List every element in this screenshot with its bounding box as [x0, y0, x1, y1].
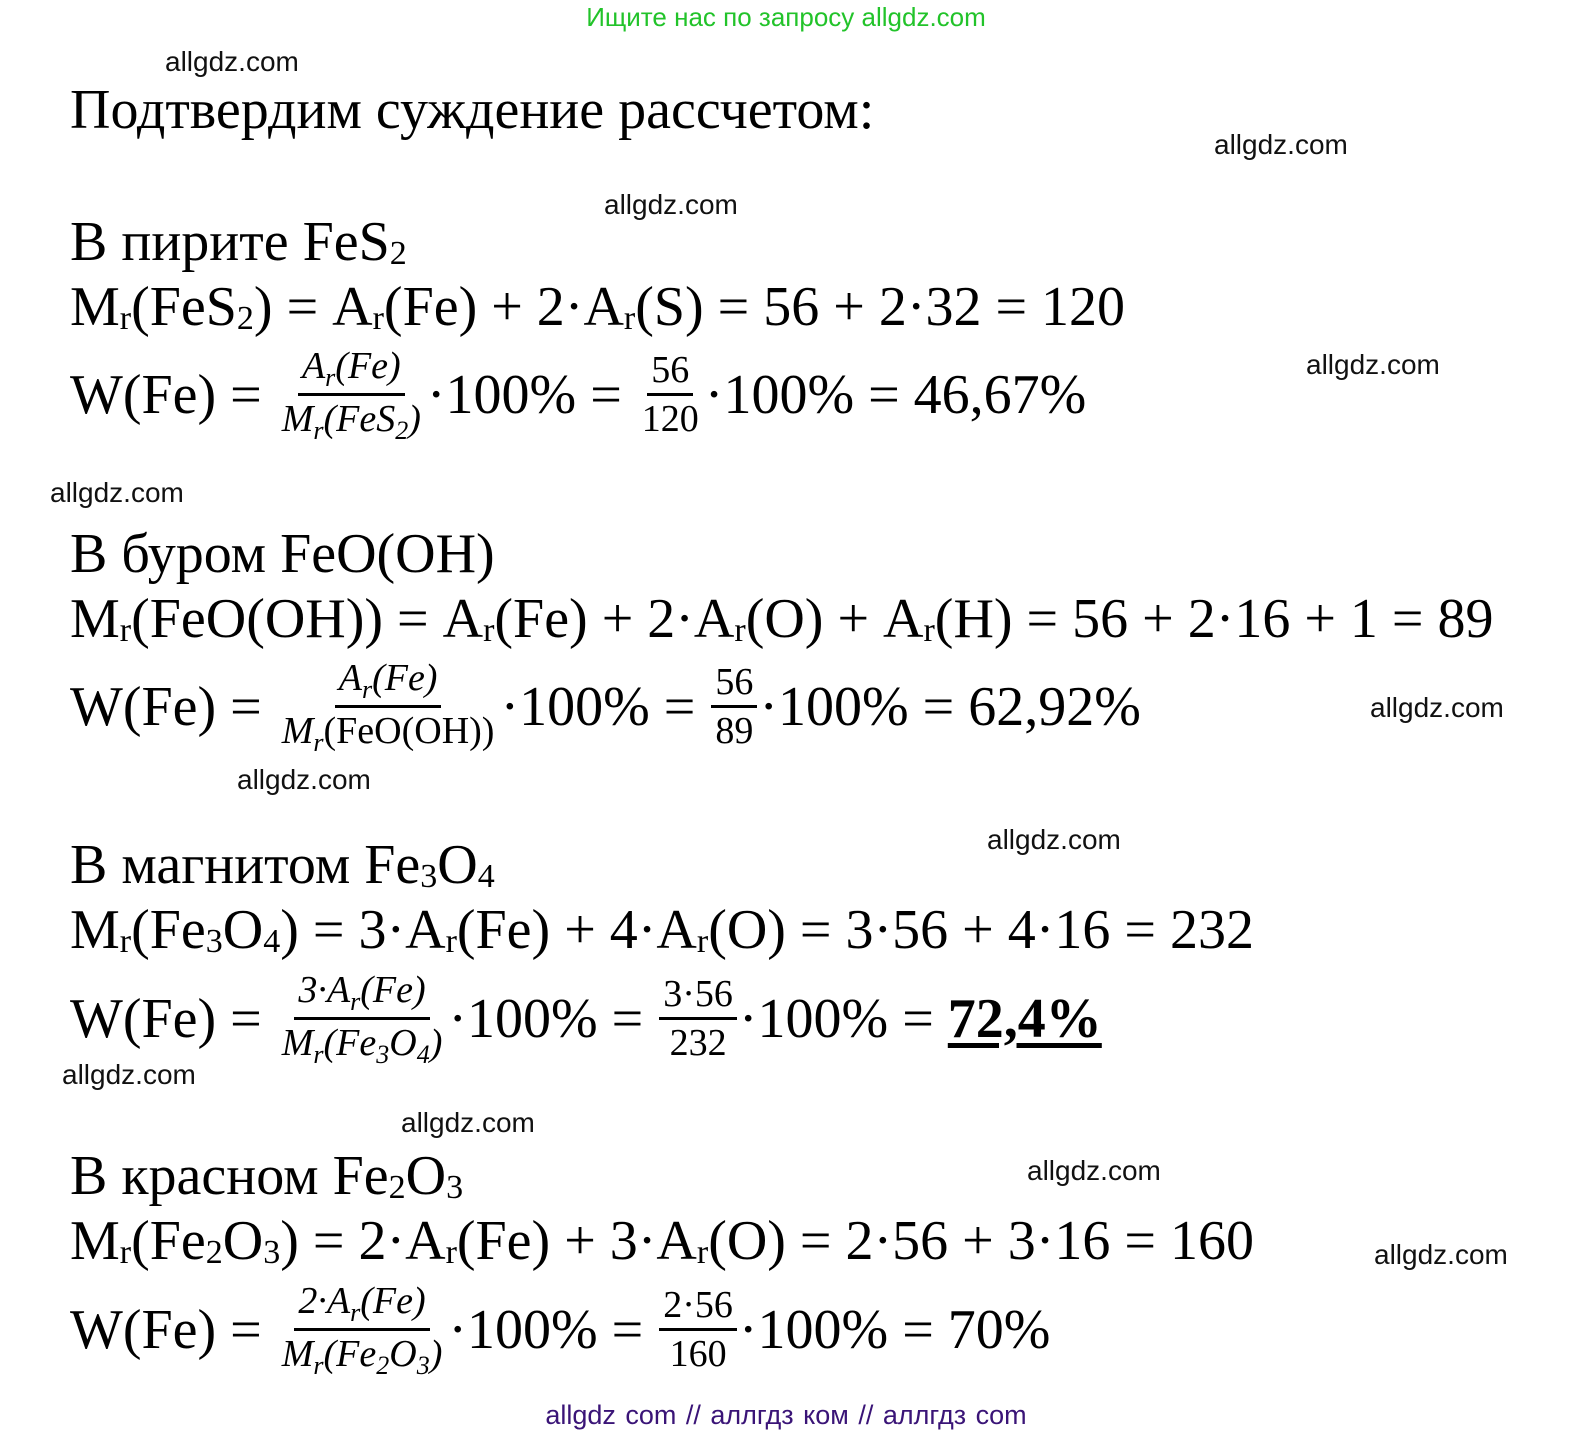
- formula-text: (Fe: [323, 1022, 377, 1064]
- formula-text: O: [389, 1333, 417, 1375]
- fraction-denominator: [278, 708, 499, 758]
- formula-text: O: [437, 834, 478, 896]
- fraction: [278, 1278, 447, 1381]
- fraction-numerator: [294, 1278, 429, 1331]
- formula-text: M: [70, 588, 120, 650]
- formula-text: W(Fe) =: [70, 1298, 276, 1361]
- watermark: allgdz.com: [50, 477, 184, 508]
- fraction-numerator: [335, 655, 442, 708]
- subscript: r: [313, 1351, 324, 1380]
- watermark: allgdz.com: [401, 1107, 535, 1138]
- footer-links: allgdz com // аллгдз ком // аллгдз com: [545, 1400, 1027, 1430]
- section-heading: [70, 522, 495, 586]
- subscript: 3: [263, 1234, 281, 1271]
- fraction-denominator: [666, 1331, 731, 1377]
- fraction-numerator: [711, 659, 757, 708]
- section-heading: [70, 1144, 463, 1208]
- subscript: r: [119, 612, 132, 649]
- fraction-denominator: [278, 1020, 447, 1070]
- section-heading: [70, 833, 495, 897]
- formula-text: 120: [641, 398, 699, 440]
- subscript: 3: [376, 1040, 390, 1069]
- watermark: allgdz.com: [165, 46, 299, 77]
- formula-text: (S) = 56 + 2·32 = 120: [635, 276, 1126, 338]
- formula-text: ·100% =: [500, 675, 710, 738]
- watermark: allgdz.com: [237, 764, 371, 795]
- formula-text: ·100% =: [738, 987, 948, 1050]
- mass-fraction-line: [70, 343, 1086, 446]
- molar-mass-line: [70, 587, 1494, 651]
- formula-text: ·100% =: [448, 1298, 658, 1361]
- formula-text: ) = 2·A: [280, 1210, 446, 1272]
- watermark: allgdz.com: [1214, 129, 1348, 160]
- search-hint-banner: Ищите нас по запросу allgdz.com: [586, 2, 986, 32]
- formula-text: ): [408, 398, 421, 440]
- fraction: [638, 347, 703, 442]
- formula-text: O: [222, 899, 264, 961]
- subscript: 2: [389, 235, 407, 272]
- mass-fraction-line: [70, 655, 1141, 758]
- formula-text: W(Fe) =: [70, 987, 276, 1050]
- subscript: r: [483, 612, 495, 649]
- subscript: r: [313, 416, 324, 445]
- fraction: [711, 659, 757, 754]
- fraction-numerator: [659, 1282, 737, 1331]
- fraction: [659, 971, 737, 1066]
- watermark: allgdz.com: [1374, 1239, 1508, 1270]
- formula-text: 3·56: [663, 973, 733, 1015]
- subscript: r: [119, 300, 132, 337]
- subscript: r: [734, 612, 746, 649]
- watermark: allgdz.com: [987, 824, 1121, 855]
- page-title: Подтвердим суждение рассчетом:: [70, 79, 875, 141]
- formula-text: 160: [669, 1333, 727, 1375]
- formula-text: (O) + A: [745, 588, 924, 650]
- subscript: r: [350, 1298, 361, 1327]
- formula-text: A: [338, 657, 362, 699]
- formula-text: W(Fe) =: [70, 675, 276, 738]
- watermark: allgdz.com: [1027, 1155, 1161, 1186]
- formula-text: M: [70, 276, 120, 338]
- fraction-numerator: [294, 967, 429, 1020]
- watermark: allgdz.com: [604, 189, 738, 220]
- subscript: r: [313, 728, 324, 757]
- subscript: r: [325, 363, 336, 392]
- formula-text: (FeO(OH)): [323, 710, 495, 752]
- formula-text: (Fe): [335, 345, 401, 387]
- subscript: 2: [388, 1169, 406, 1206]
- fraction-denominator: [666, 1020, 731, 1066]
- subscript: 3: [446, 1169, 464, 1206]
- formula-text: M: [70, 899, 120, 961]
- section-heading: [70, 210, 407, 274]
- subscript: r: [623, 300, 636, 337]
- subscript: 4: [416, 1040, 430, 1069]
- subscript: r: [119, 923, 132, 960]
- fraction-denominator: [638, 396, 703, 442]
- formula-text: M: [281, 398, 314, 440]
- formula-text: 2·56: [663, 1284, 733, 1326]
- formula-text: ·100% = 70%: [738, 1298, 1051, 1361]
- formula-text: ) = A: [253, 276, 373, 338]
- formula-text: 3·A: [298, 969, 351, 1011]
- fraction: [659, 1282, 737, 1377]
- formula-text: O: [389, 1022, 417, 1064]
- fraction-denominator: [711, 708, 757, 754]
- subscript: 3: [205, 923, 223, 960]
- subscript: 2: [395, 416, 409, 445]
- subscript: r: [372, 300, 384, 337]
- fraction: [278, 343, 425, 446]
- formula-text: 89: [715, 710, 754, 752]
- formula-text: (Fe) + 4·A: [456, 899, 697, 961]
- formula-text: ): [429, 1333, 443, 1375]
- subscript: r: [119, 1234, 132, 1271]
- formula-text: ·100% =: [426, 363, 636, 426]
- subscript: 2: [236, 300, 254, 337]
- formula-text: ·100% =: [448, 987, 658, 1050]
- formula-text: (FeS: [323, 398, 396, 440]
- formula-text: O: [222, 1210, 264, 1272]
- formula-text: 232: [669, 1022, 727, 1064]
- formula-text: W(Fe) =: [70, 363, 276, 426]
- formula-text: В магнитом Fe: [70, 834, 421, 896]
- subscript: r: [361, 675, 373, 704]
- formula-text: ·100% = 62,92%: [759, 675, 1141, 738]
- formula-text: (Fe) + 2·A: [494, 588, 735, 650]
- formula-text: 2·A: [298, 1280, 351, 1322]
- formula-text: M: [281, 710, 314, 752]
- subscript: 4: [263, 923, 281, 960]
- formula-text: В красном Fe: [70, 1145, 389, 1207]
- formula-text: В пирите FeS: [70, 211, 390, 273]
- formula-text: (FeS: [131, 276, 237, 338]
- fraction-numerator: [298, 343, 405, 396]
- fraction-numerator: [647, 347, 693, 396]
- subscript: 3: [420, 858, 438, 895]
- subscript: r: [445, 1234, 457, 1271]
- formula-text: (Fe) + 3·A: [456, 1210, 697, 1272]
- formula-text: M: [281, 1333, 314, 1375]
- formula-text: M: [281, 1022, 314, 1064]
- molar-mass-line: [70, 275, 1125, 339]
- subscript: r: [350, 987, 361, 1016]
- subscript: r: [313, 1040, 324, 1069]
- formula-text: (Fe) + 2·A: [383, 276, 624, 338]
- watermark: allgdz.com: [62, 1059, 196, 1090]
- formula-text: (Fe: [323, 1333, 377, 1375]
- subscript: 4: [477, 858, 495, 895]
- fraction: [278, 655, 499, 758]
- formula-text: ·100% = 46,67%: [704, 363, 1087, 426]
- watermark: allgdz.com: [1306, 349, 1440, 380]
- formula-text: M: [70, 1210, 120, 1272]
- formula-text: 72,4%: [947, 987, 1102, 1050]
- formula-text: ) = 3·A: [280, 899, 446, 961]
- formula-text: (Fe: [131, 1210, 206, 1272]
- subscript: 3: [416, 1351, 430, 1380]
- watermark: allgdz.com: [1370, 692, 1504, 723]
- formula-text: В буром FeO(OH): [70, 523, 495, 585]
- subscript: r: [696, 1234, 709, 1271]
- molar-mass-line: [70, 1209, 1254, 1273]
- formula-text: 56: [651, 349, 690, 391]
- formula-text: (O) = 2·56 + 3·16 = 160: [708, 1210, 1254, 1272]
- formula-text: A: [301, 345, 326, 387]
- fraction-denominator: [278, 396, 425, 446]
- formula-text: (Fe): [372, 657, 438, 699]
- subscript: r: [696, 923, 709, 960]
- subscript: 2: [205, 1234, 223, 1271]
- formula-text: 56: [715, 661, 754, 703]
- formula-text: (Fe): [360, 1280, 426, 1322]
- formula-text: (FeO(OH)) = A: [131, 588, 484, 650]
- formula-text: O: [405, 1145, 447, 1207]
- mass-fraction-line: [70, 1278, 1050, 1381]
- subscript: r: [445, 923, 457, 960]
- fraction-numerator: [659, 971, 737, 1020]
- formula-text: (H) = 56 + 2·16 + 1 = 89: [934, 588, 1494, 650]
- formula-text: (Fe): [360, 969, 426, 1011]
- mass-fraction-line: [70, 967, 1102, 1070]
- molar-mass-line: [70, 898, 1254, 962]
- subscript: r: [923, 612, 935, 649]
- fraction: [278, 967, 447, 1070]
- formula-text: ): [429, 1022, 443, 1064]
- fraction-denominator: [278, 1331, 447, 1381]
- formula-text: (Fe: [131, 899, 206, 961]
- subscript: 2: [376, 1351, 390, 1380]
- formula-text: (O) = 3·56 + 4·16 = 232: [708, 899, 1254, 961]
